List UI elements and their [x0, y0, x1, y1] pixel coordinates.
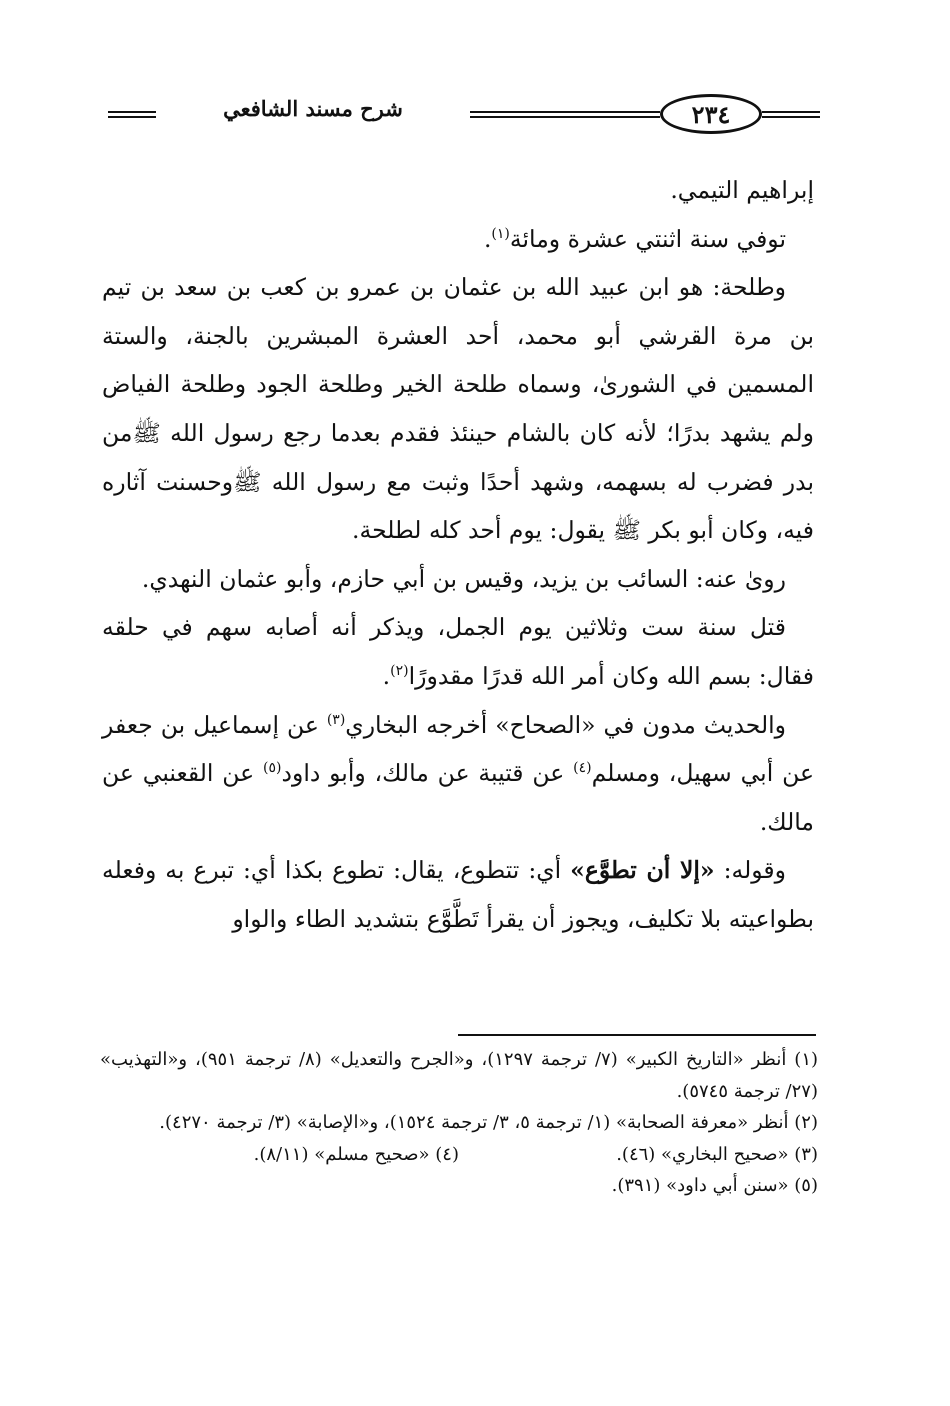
page-header — [100, 92, 820, 138]
paragraph-7-a: وقوله: — [714, 856, 787, 885]
main-text — [102, 166, 814, 944]
paragraph-6 — [102, 701, 814, 847]
paragraph-7-b: أي: تتطوع، يقال: تطوع بكذا أي: تبرع به وفعله بطواعيته بلا تكليف، ويجوز أن يقرأ تَطَّوَّع بتشديد الطاء والواو — [102, 856, 814, 933]
footnote-ref-4: (٤) — [573, 760, 592, 777]
paragraph-2-text: توفي سنة اثنتي عشرة ومائة — [509, 224, 786, 253]
footnotes — [100, 1044, 818, 1202]
footnote-ref-2: (٢) — [390, 663, 409, 680]
footnote-2: (٢) أنظر «معرفة الصحابة» (١/ ترجمة ٥، ٣/ ترجمة ١٥٢٤)، و«الإصابة» (٣/ ترجمة ٤٢٧٠). — [159, 1112, 818, 1134]
header-rule-right — [762, 111, 820, 118]
paragraph-6-a: والحديث مدون في «الصحاح» أخرجه البخاري — [345, 710, 786, 739]
footnote-ref-5: (٥) — [263, 760, 282, 777]
footnote-ref-3: (٣) — [326, 711, 346, 728]
page-number: ٢٣٤ — [660, 94, 762, 134]
paragraph-4: رویٰ عنه: السائب بن يزيد، وقيس بن أبي حازم، وأبو عثمان النهدي. — [141, 564, 786, 593]
footnote-5: (٥) «سنن أبي داود» (٣٩١). — [611, 1175, 818, 1197]
header-rule-middle — [470, 111, 660, 118]
quoted-phrase: «إلا أن تطوَّع» — [570, 856, 715, 885]
paragraph-6-c: عن قتيبة عن مالك، وأبو داود — [281, 759, 574, 788]
paragraph-5-text: قتل سنة ست وثلاثين يوم الجمل، ويذكر أنه أصابه سهم في حلقه فقال: بسم الله وكان أمر الله قدرًا مقدورًا — [102, 613, 814, 690]
footnote-separator — [458, 1034, 816, 1036]
paragraph-7 — [102, 846, 814, 943]
paragraph-5-end: . — [382, 661, 391, 690]
footnote-4: (٤) «صحيح مسلم» (٨/١١). — [253, 1143, 459, 1165]
paragraph-6-b: عن إسماعيل بن جعفر عن أبي سهيل، ومسلم — [102, 710, 814, 788]
header-rule-left — [108, 111, 156, 118]
paragraph-6-d: عن القعنبي عن مالك. — [102, 759, 814, 836]
footnote-row-3-4 — [100, 1139, 818, 1171]
book-title: شرح مسند الشافعي — [223, 96, 403, 121]
footnote-3: (٣) «صحيح البخاري» (٤٦). — [616, 1143, 818, 1165]
paragraph-1: إبراهيم التيمي. — [670, 176, 814, 204]
paragraph-2 — [102, 215, 814, 264]
footnote-ref-1: (١) — [491, 225, 510, 242]
paragraph-2-end: . — [483, 224, 492, 253]
paragraph-5 — [102, 603, 814, 700]
paragraph-3: وطلحة: هو ابن عبيد الله بن عثمان بن عمرو بن كعب بن سعد بن تيم بن مرة القرشي أبو محمد، أحد العشرة المبشرين بالجنة، والستة المسمين في الشورىٰ، وسماه طلحة الخير وطلحة الجود وطلحة الفياض ولم يشهد بدرًا؛ لأنه كان بالشام حينئذ فقدم بعدما رجع رسول الله ﷺمن بدر فضرب له بسهمه، وشهد أحدًا وثبت مع رسول الله ﷺوحسنت آثاره فيه، وكان أبو بكر ﷺ يقول: يوم أحد كله لطلحة. — [102, 273, 814, 545]
footnote-1: (١) أنظر «التاريخ الكبير» (٧/ ترجمة ١٢٩٧)، و«الجرح والتعديل» (٨/ ترجمة ٩٥١)، و«التهذيب» (٢٧/ ترجمة ٥٧٤٥). — [100, 1049, 819, 1102]
